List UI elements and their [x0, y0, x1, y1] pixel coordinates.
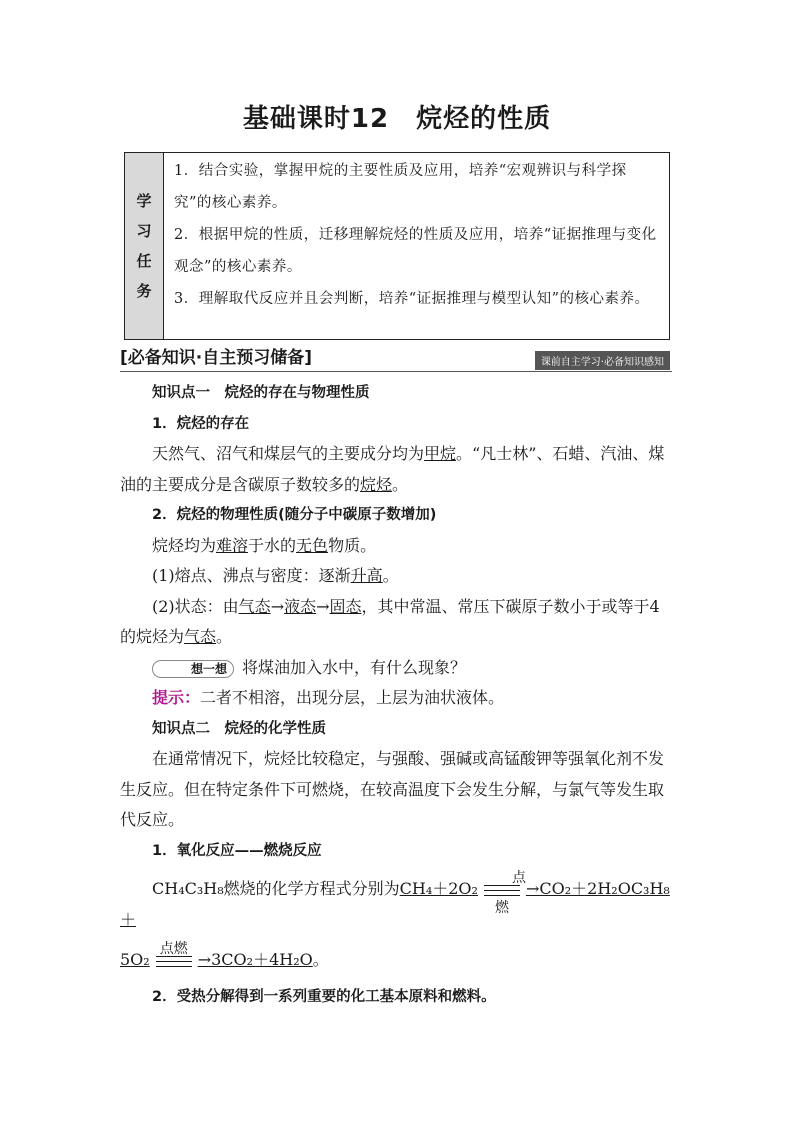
learning-tasks-label — [125, 153, 164, 339]
kp1-s1-heading: 1．烷烃的存在 — [152, 415, 250, 432]
answer-blank: 固态 — [329, 596, 362, 616]
kp1-s1-text: 天然气、沼气和煤层气的主要成分均为甲烷。“凡士林”、石蜡、汽油、煤油的主要成分是含碳原子数较多的烷烃。 — [120, 444, 665, 494]
equation-ch4-right: →CO₂＋2H₂OC₃H₈＋ — [120, 879, 670, 929]
section-tag: 课前自主学习·必备知识感知 — [535, 351, 670, 370]
equation-c3h8-right: →3CO₂＋4H₂O — [197, 950, 313, 969]
answer-blank: 升高 — [350, 566, 383, 585]
equation-line-2: 5O₂ 点燃 →3CO₂＋4H₂O。 — [120, 940, 329, 969]
task-label-char: 习 — [136, 222, 152, 240]
think-badge: 想一想 — [152, 660, 234, 678]
answer-blank: 难溶 — [216, 535, 249, 555]
kp1-point1: (1)熔点、沸点与密度：逐渐升高。 — [152, 566, 399, 585]
page-title: 基础课时12 烷烃的性质 — [242, 104, 552, 134]
kp1-s2-heading: 2．烷烃的物理性质(随分子中碳原子数增加) — [152, 507, 437, 523]
task-label-char: 学 — [136, 192, 152, 210]
kp2-s1-heading: 1．氧化反应——燃烧反应 — [152, 842, 322, 859]
kp2-s2-heading: 2．受热分解得到一系列重要的化工基本原料和燃料。 — [152, 988, 496, 1005]
kp2-heading: 知识点二 烷烃的化学性质 — [152, 720, 326, 737]
learning-tasks-table — [124, 152, 670, 340]
equation-ch4-left: CH₄＋2O₂ — [399, 879, 478, 898]
section-header — [120, 343, 672, 372]
content-body — [120, 378, 675, 1012]
task-item: 3．理解取代反应并且会判断，培养“证据推理与模型认知”的核心素养。 — [174, 291, 650, 307]
answer-blank: 气态 — [238, 596, 271, 616]
task-label-char: 务 — [136, 282, 152, 300]
answer-blank: 液态 — [284, 596, 317, 616]
answer-blank: 烷烃 — [360, 474, 393, 494]
task-label-char: 任 — [136, 252, 152, 270]
kp1-heading: 知识点一 烷烃的存在与物理性质 — [152, 385, 370, 401]
answer-blank: 气态 — [184, 627, 217, 646]
answer-blank: 甲烷 — [424, 444, 457, 463]
hint: 提示：二者不相溶，出现分层，上层为油状液体。 — [152, 688, 505, 707]
kp1-point2: (2)状态：由气态→液态→固态，其中常温、常压下碳原子数小于或等于4的烷烃为气态。 — [120, 596, 660, 646]
section-title: [必备知识·自主预习储备] — [120, 348, 312, 368]
ignite-condition: 点燃 — [480, 883, 524, 897]
kp1-s2-text: 烷烃均为难溶于水的无色物质。 — [152, 535, 377, 555]
task-item: 2．根据甲烷的性质，迁移理解烷烃的性质及应用，培养“证据推理与变化观念”的核心素养。 — [174, 227, 657, 275]
kp2-intro: 在通常情况下，烷烃比较稳定，与强酸、强碱或高锰酸钾等强氧化剂不发生反应。但在特定条件下可燃烧，在较高温度下会发生分解，与氯气等发生取代反应。 — [120, 749, 665, 829]
equation-c3h8-left: 5O₂ — [120, 950, 150, 969]
hint-label: 提示： — [152, 688, 201, 707]
task-item: 1．结合实验，掌握甲烷的主要性质及应用，培养“宏观辨识与科学探究”的核心素养。 — [174, 163, 627, 211]
ignite-condition: 点燃 — [152, 954, 196, 968]
answer-blank: 无色 — [296, 535, 329, 555]
learning-tasks-body — [164, 153, 669, 339]
think-question: 想一想 将煤油加入水中，有什么现象？ — [120, 653, 675, 684]
equation-line-1: CH₄C₃H₈燃烧的化学方程式分别为CH₄＋2O₂ 点燃 →CO₂＋2H₂OC₃H₈＋ — [120, 869, 670, 929]
